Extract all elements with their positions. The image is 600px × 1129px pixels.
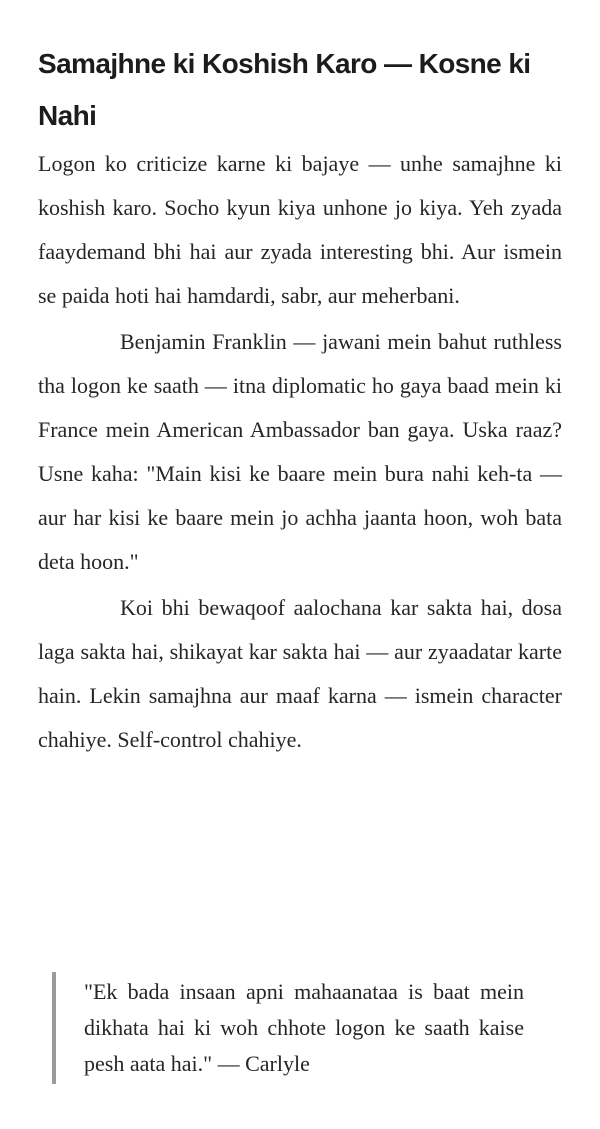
paragraph-character: Koi bhi bewaqoof aalochana kar sakta hai, dosa laga sakta hai, shikayat kar sakta hai — aur zyaadatar karte hain. Lekin samajhna aur maaf karna — ismein character chahiye. Self-control chahiye.: [38, 595, 562, 752]
paragraph-understanding: Logon ko criticize karne ki bajaye — unhe samajhne ki koshish karo. Socho kyun kiya unhone jo kiya. Yeh zyada faaydemand bhi hai aur zyada interesting bhi. Aur ismein se paida hoti hai hamdardi, sabr, aur meherbani.: [38, 151, 562, 308]
section-heading: Samajhne ki Koshish Karo — Kosne ki Nahi: [38, 48, 531, 131]
paragraph-franklin: Benjamin Franklin — jawani mein bahut ruthless tha logon ke saath — itna diplomatic ho gaya baad mein ki France mein American Ambassador ban gaya. Uska raaz? Usne kaha: "Main kisi ke baare mein bura nahi keh-ta — aur har kisi ke baare mein jo achha jaanta hoon, woh bata deta hoon.": [38, 329, 562, 574]
document-page: [38, 0, 562, 762]
blockquote-text: "Ek bada insaan apni mahaanataa is baat mein dikhata hai ki woh chhote logon ke saath kaise pesh aata hai." — Carlyle: [84, 979, 524, 1076]
carlyle-blockquote: [52, 972, 524, 1084]
